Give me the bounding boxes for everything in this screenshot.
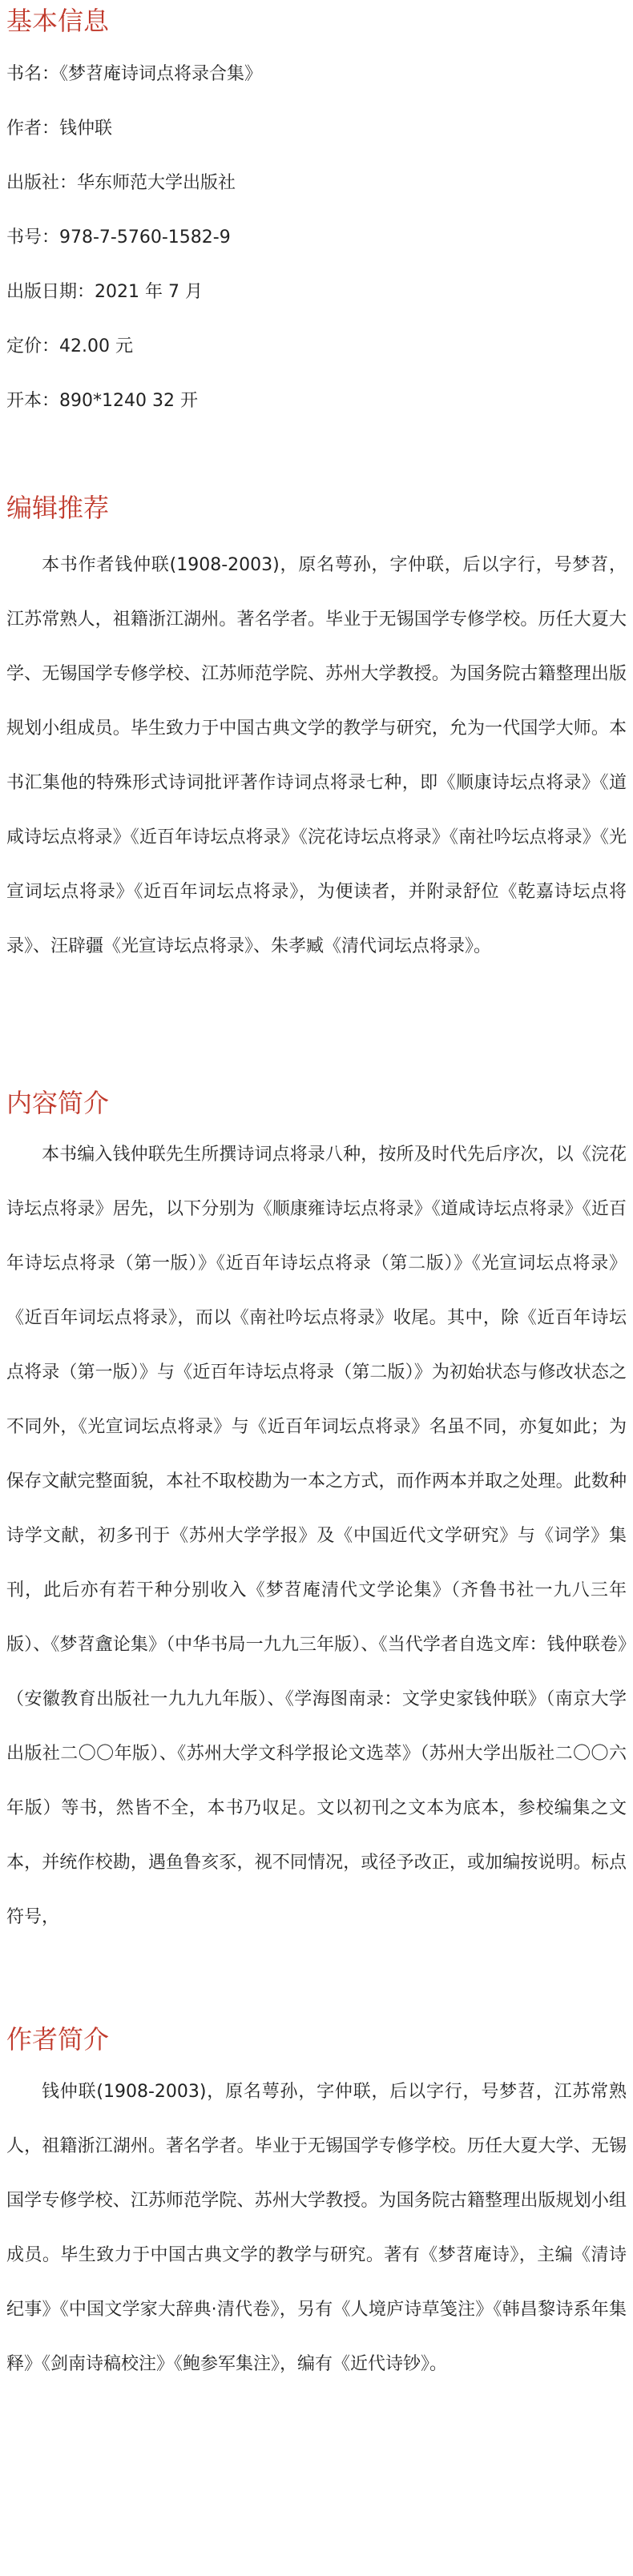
editor-recommend-text: 本书作者钱仲联(1908-2003)，原名萼孙，字仲联，后以字行，号梦苕，江苏常熟人，祖籍浙江湖州。著名学者。毕业于无锡国学专修学校。历任大夏大学、无锡国学专修学校、江苏师范学院、苏州大学教授。为国务院古籍整理出版规划小组成员。毕生致力于中国古典文学的教学与研究，允为一代国学大师。本书汇集他的特殊形式诗词批评著作诗词点将录七种，即《顺康诗坛点将录》《道咸诗坛点将录》《近百年诗坛点将录》《浣花诗坛点将录》《南社吟坛点将录》《光宣词坛点将录》《近百年词坛点将录》，为便读者，并附录舒位《乾嘉诗坛点将录》、汪辟疆《光宣诗坛点将录》、朱孝臧《清代词坛点将录》。 <box>6 555 627 956</box>
isbn-row: 书号：978-7-5760-1582-9 <box>6 227 231 248</box>
author-intro-heading: 作者简介 <box>6 2024 110 2055</box>
book-title-row: 书名：《梦苕庵诗词点将录合集》 <box>6 64 263 84</box>
content-summary-heading: 内容简介 <box>6 1088 110 1118</box>
publisher-row: 出版社：华东师范大学出版社 <box>6 173 236 193</box>
format-row: 开本：890*1240 32 开 <box>6 391 198 411</box>
author-intro-text: 钱仲联(1908-2003)，原名萼孙，字仲联，后以字行，号梦苕，江苏常熟人，祖籍浙江湖州。著名学者。毕业于无锡国学专修学校。历任大夏大学、无锡国学专修学校、江苏师范学院、苏州大学教授。为国务院古籍整理出版规划小组成员。毕生致力于中国古典文学的教学与研究。著有《梦苕庵诗》，主编《清诗纪事》《中国文学家大辞典·清代卷》，另有《人境庐诗草笺注》《韩昌黎诗系年集释》《剑南诗稿校注》《鲍参军集注》，编有《近代诗钞》。 <box>6 2082 627 2374</box>
basic-info-heading: 基本信息 <box>6 6 110 36</box>
author-row: 作者：钱仲联 <box>6 119 113 139</box>
editor-recommend-heading: 编辑推荐 <box>6 493 110 523</box>
content-summary-text: 本书编入钱仲联先生所撰诗词点将录八种，按所及时代先后序次，以《浣花诗坛点将录》居先，以下分别为《顺康雍诗坛点将录》《道咸诗坛点将录》《近百年诗坛点将录（第一版）》《近百年诗坛点将录（第二版）》《光宣词坛点将录》《近百年词坛点将录》，而以《南社吟坛点将录》收尾。其中，除《近百年诗坛点将录（第一版）》与《近百年诗坛点将录（第二版）》为初始状态与修改状态之不同外，《光宣词坛点将录》与《近百年词坛点将录》名虽不同，亦复如此；为保存文献完整面貌，本社不取校勘为一本之方式，而作两本并取之处理。此数种诗学文献，初多刊于《苏州大学学报》及《中国近代文学研究》与《词学》集刊，此后亦有若干种分别收入《梦苕庵清代文学论集》（齐鲁书社一九八三年版）、《梦苕盦论集》（中华书局一九九三年版）、《当代学者自选文库：钱仲联卷》（安徽教育出版社一九九九年版）、《学海图南录：文学史家钱仲联》（南京大学出版社二〇〇年版）、《苏州大学文科学报论文选萃》（苏州大学出版社二〇〇六年版）等书，然皆不全，本书乃収足。文以初刊之文本为底本，参校编集之文本，并统作校勘，遇鱼鲁亥豕，视不同情况，或径予改正，或加编按说明。标点符号， <box>6 1145 627 1927</box>
price-row: 定价：42.00 元 <box>6 336 133 356</box>
publish-date-row: 出版日期：2021 年 7 月 <box>6 282 203 302</box>
